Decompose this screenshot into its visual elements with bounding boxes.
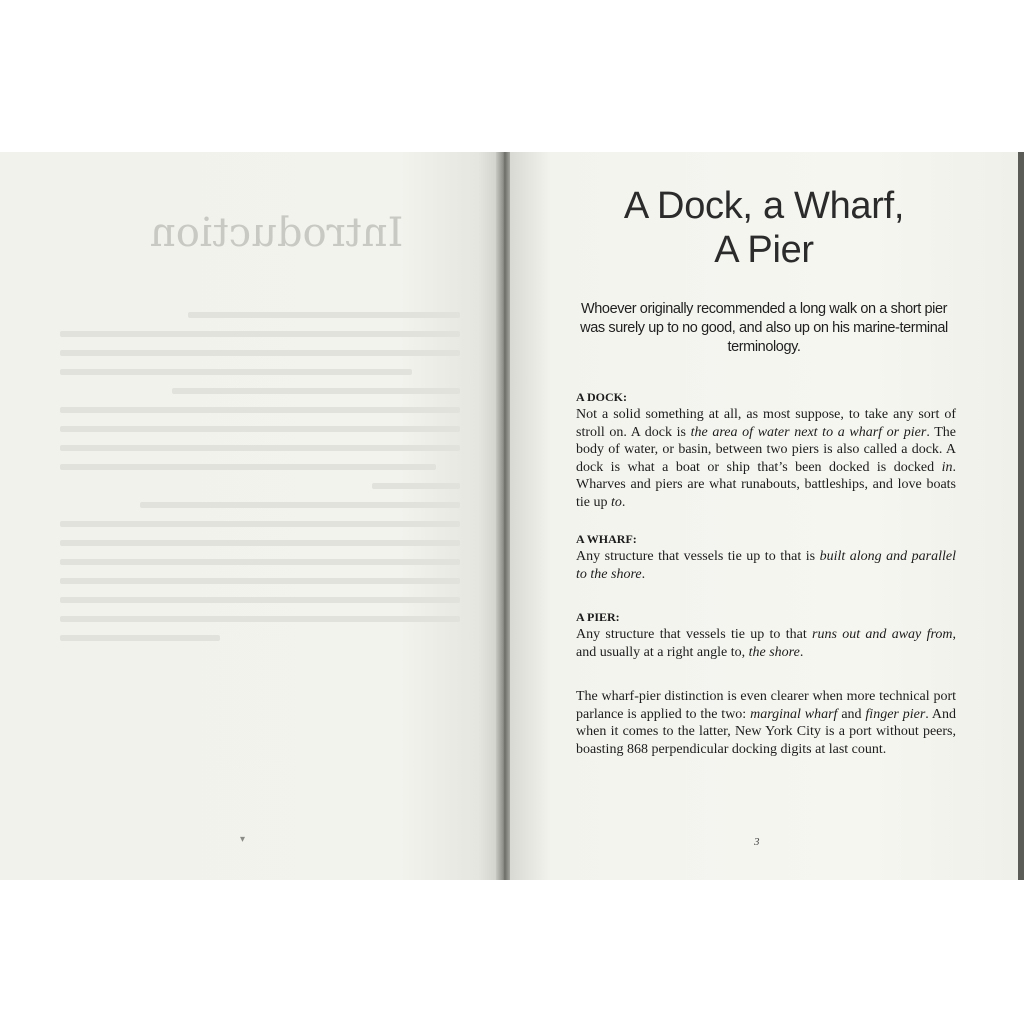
closing-emphasis: marginal wharf <box>750 706 838 722</box>
dock-text: Not a solid something at all, as most suppose, to take any sort of stroll on. A dock is <box>576 407 956 440</box>
page-title <box>572 184 956 272</box>
wharf-heading: A WHARF: <box>576 532 637 546</box>
pier-text: . <box>799 644 804 660</box>
right-page-edge <box>1018 152 1024 880</box>
closing-text: The wharf-pier distinction is even clearer when more technical port parlance is applied to the two: <box>576 689 956 722</box>
page-number: 3 <box>754 836 760 848</box>
pier-emphasis: runs out and away from <box>812 627 953 642</box>
pier-heading: A PIER: <box>576 610 620 624</box>
wharf-definition <box>576 532 956 583</box>
closing-text: . And when it comes to the latter, New York City is a port without peers, boasting 868 perpendicular docking digits at last count. <box>576 706 957 757</box>
closing-paragraph <box>576 688 956 758</box>
dock-heading: A DOCK: <box>576 390 627 404</box>
dock-text: . The body of water, or basin, between two piers is also called a dock. A dock is what a boat or ship that’s been docked is docked <box>576 424 956 475</box>
title-line-1: A Dock, a Wharf, <box>623 185 905 227</box>
pier-definition <box>576 610 956 661</box>
right-page-content <box>572 152 956 880</box>
pier-text: Any structure that vessels tie up to that <box>576 627 813 642</box>
dock-emphasis: in <box>941 459 953 475</box>
pier-text: , and usually at a right angle to, <box>576 627 956 660</box>
page-subtitle: Whoever originally recommended a long walk on a short pier was surely up to no good, and also up on his marine-terminal terminology. <box>580 301 948 355</box>
left-page-speck: ▾ <box>240 834 246 845</box>
wharf-emphasis: built along and parallel to the shore <box>576 549 957 582</box>
closing-body <box>576 688 956 758</box>
dock-body <box>576 406 956 511</box>
closing-text: and <box>837 706 866 722</box>
dock-emphasis: to <box>611 494 622 510</box>
bleed-through-text <box>60 312 460 654</box>
closing-emphasis: finger pier <box>865 706 926 722</box>
dock-text: . Wharves and piers are what runabouts, battleships, and love boats tie up <box>576 459 956 510</box>
pier-emphasis: the shore <box>748 644 800 660</box>
title-line-2: A Pier <box>714 229 814 271</box>
wharf-text: Any structure that vessels tie up to that is <box>576 549 820 564</box>
left-page <box>0 152 498 880</box>
wharf-text: . <box>641 566 646 582</box>
wharf-body <box>576 548 956 583</box>
bleed-through-title: Introduction <box>150 210 404 256</box>
dock-text: . <box>621 494 626 510</box>
dock-emphasis: the area of water next to a wharf or pier <box>690 424 927 440</box>
pier-body <box>576 626 956 661</box>
dock-definition <box>576 390 956 511</box>
